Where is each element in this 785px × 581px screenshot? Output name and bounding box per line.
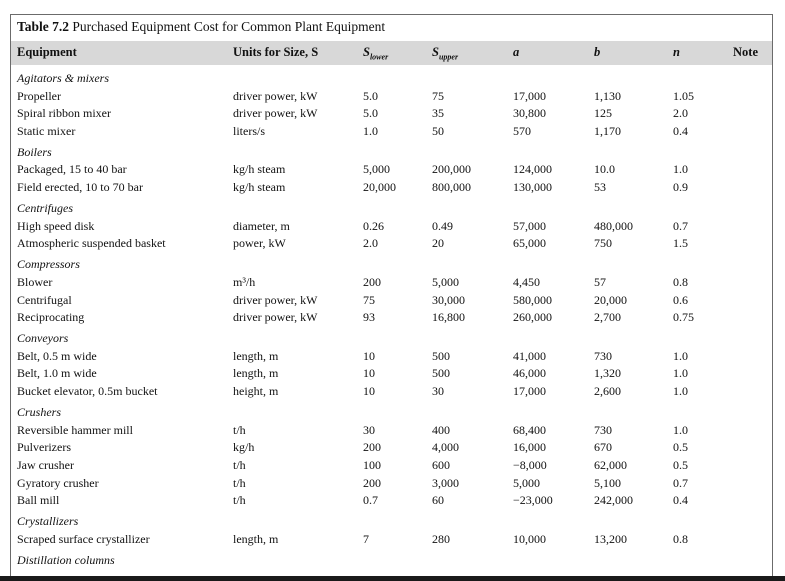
cell-s-upper: 35 <box>432 106 444 121</box>
cell-n: 1.0 <box>673 366 688 381</box>
cell-units: driver power, kW <box>233 88 318 103</box>
cell-units: power, kW <box>233 236 286 251</box>
cell-n: 1.0 <box>673 348 688 363</box>
cell-a: 16,000 <box>513 440 546 455</box>
header-n: n <box>673 45 680 59</box>
cell-units: t/h <box>233 493 246 508</box>
header-s-lower: $S_{lower}$ <box>363 45 389 62</box>
cell-equipment: Static mixer <box>17 123 76 138</box>
bottom-edge-bar <box>0 576 785 581</box>
cell-n: 0.4 <box>673 493 688 508</box>
cell-s-upper: 75 <box>432 88 444 103</box>
cell-n: 0.7 <box>673 218 688 233</box>
cell-equipment: Blower <box>17 274 53 289</box>
cell-s-lower: 5,000 <box>363 162 390 177</box>
cell-b: 5,100 <box>594 475 621 490</box>
cell-equipment: Ball mill <box>17 493 60 508</box>
cell-s-upper: 16,800 <box>432 310 465 325</box>
cell-s-upper: 280 <box>432 531 450 546</box>
cell-s-lower: 1.0 <box>363 123 378 138</box>
cell-equipment: Reciprocating <box>17 310 85 325</box>
cell-b: 1,170 <box>594 123 621 138</box>
cell-b: 2,600 <box>594 384 621 399</box>
cell-b: 10.0 <box>594 162 615 177</box>
cell-a: 17,000 <box>513 88 546 103</box>
header-s-upper: $S_{upper}$ <box>432 45 459 62</box>
category-heading: Conveyors <box>17 331 69 346</box>
cell-b: 670 <box>594 440 612 455</box>
cell-a: 124,000 <box>513 162 552 177</box>
cell-s-upper: 400 <box>432 422 450 437</box>
cell-a: 65,000 <box>513 236 546 251</box>
cell-a: 5,000 <box>513 475 540 490</box>
cell-units: driver power, kW <box>233 106 318 121</box>
cell-equipment: High speed disk <box>17 218 95 233</box>
cell-units: height, m <box>233 384 279 399</box>
cell-s-lower: 0.7 <box>363 493 378 508</box>
cell-s-lower: 0.26 <box>363 218 384 233</box>
cell-units: m³/h <box>233 274 256 289</box>
cell-equipment: Field erected, 10 to 70 bar <box>17 180 143 195</box>
cell-s-lower: 30 <box>363 422 375 437</box>
cell-a: 4,450 <box>513 274 540 289</box>
cell-n: 0.7 <box>673 475 688 490</box>
cell-a: 41,000 <box>513 348 546 363</box>
table-title <box>17 19 385 35</box>
cell-n: 2.0 <box>673 106 688 121</box>
cell-s-upper: 5,000 <box>432 274 459 289</box>
cell-equipment: Spiral ribbon mixer <box>17 106 111 121</box>
category-heading: Boilers <box>17 144 52 159</box>
cell-b: 2,700 <box>594 310 621 325</box>
cell-equipment: Bucket elevator, 0.5m bucket <box>17 384 158 399</box>
cell-s-upper: 500 <box>432 348 450 363</box>
cell-units: length, m <box>233 531 279 546</box>
cell-s-upper: 500 <box>432 366 450 381</box>
cell-a: −8,000 <box>513 458 547 472</box>
cell-s-lower: 5.0 <box>363 88 378 103</box>
table-frame <box>10 14 773 581</box>
cell-units: t/h <box>233 422 246 437</box>
cell-b: 62,000 <box>594 458 627 472</box>
table-header <box>11 41 772 65</box>
cell-a: 68,400 <box>513 422 546 437</box>
cell-s-upper: 0.49 <box>432 218 453 233</box>
cell-equipment: Reversible hammer mill <box>17 422 133 437</box>
cell-n: 1.5 <box>673 236 688 251</box>
cell-s-upper: 60 <box>432 493 444 508</box>
cell-equipment: Propeller <box>17 88 61 103</box>
cell-b: 730 <box>594 422 612 437</box>
category-heading: Crystallizers <box>17 514 79 529</box>
cell-units: driver power, kW <box>233 310 318 325</box>
cell-b: 1,320 <box>594 366 621 381</box>
cell-s-lower: 200 <box>363 475 381 490</box>
cell-equipment: Gyratory crusher <box>17 475 99 490</box>
category-heading: Centrifuges <box>17 201 73 216</box>
cell-equipment: Belt, 1.0 m wide <box>17 366 97 381</box>
cell-s-lower: 200 <box>363 440 381 455</box>
header-units: Units for Size, S <box>233 45 319 59</box>
category-heading: Crushers <box>17 405 62 420</box>
header-note: Note <box>733 45 758 59</box>
cell-n: 1.0 <box>673 162 688 177</box>
cell-units: liters/s <box>233 123 265 138</box>
category-heading: Compressors <box>17 257 80 272</box>
cell-n: 0.8 <box>673 274 688 289</box>
cell-s-lower: 10 <box>363 384 375 399</box>
cell-units: diameter, m <box>233 218 290 233</box>
cell-b: 13,200 <box>594 531 627 546</box>
cell-s-lower: 93 <box>363 310 375 325</box>
cell-s-upper: 30 <box>432 384 444 399</box>
cell-equipment: Packaged, 15 to 40 bar <box>17 162 127 177</box>
cell-units: t/h <box>233 458 246 472</box>
cell-n: 0.75 <box>673 310 694 325</box>
cell-b: 242,000 <box>594 493 633 508</box>
cell-a: 30,800 <box>513 106 546 121</box>
cell-s-upper: 200,000 <box>432 162 471 177</box>
cell-equipment: Jaw crusher <box>17 458 74 472</box>
cell-a: 130,000 <box>513 180 552 195</box>
cell-s-lower: 100 <box>363 458 381 472</box>
cell-s-lower: 20,000 <box>363 180 396 195</box>
cell-s-upper: 20 <box>432 236 444 251</box>
cell-n: 0.4 <box>673 123 688 138</box>
cell-equipment: Belt, 0.5 m wide <box>17 348 97 363</box>
cell-equipment: Scraped surface crystallizer <box>17 531 150 546</box>
cell-s-upper: 800,000 <box>432 180 471 195</box>
cell-a: 57,000 <box>513 218 546 233</box>
cell-units: kg/h steam <box>233 180 286 195</box>
header-b: b <box>594 45 601 59</box>
cell-s-lower: 10 <box>363 348 375 363</box>
cell-s-lower: 10 <box>363 366 375 381</box>
cell-n: 0.5 <box>673 440 688 455</box>
cell-n: 1.0 <box>673 384 688 399</box>
cell-a: 260,000 <box>513 310 552 325</box>
header-equipment: Equipment <box>17 45 77 59</box>
cell-n: 0.9 <box>673 180 688 195</box>
cell-s-lower: 75 <box>363 292 375 307</box>
table-caption: Purchased Equipment Cost for Common Plant Equipment <box>72 19 386 34</box>
cell-s-upper: 50 <box>432 123 444 138</box>
cell-units: length, m <box>233 366 279 381</box>
cell-s-lower: 7 <box>363 531 369 546</box>
cell-s-upper: 30,000 <box>432 292 465 307</box>
cell-b: 750 <box>594 236 612 251</box>
cell-s-upper: 3,000 <box>432 475 459 490</box>
cell-units: driver power, kW <box>233 292 318 307</box>
cell-b: 125 <box>594 106 612 121</box>
cell-n: 0.6 <box>673 292 688 307</box>
cell-units: t/h <box>233 475 246 490</box>
cell-a: 17,000 <box>513 384 546 399</box>
cell-equipment: Centrifugal <box>17 292 72 307</box>
cell-s-lower: 200 <box>363 274 381 289</box>
cell-b: 480,000 <box>594 218 633 233</box>
cell-b: 20,000 <box>594 292 627 307</box>
table-number: Table 7.2 <box>17 19 70 34</box>
cell-a: −23,000 <box>513 493 553 508</box>
cell-s-lower: 2.0 <box>363 236 378 251</box>
cell-b: 53 <box>594 180 606 195</box>
cell-b: 730 <box>594 348 612 363</box>
cell-units: kg/h steam <box>233 162 286 177</box>
cell-a: 570 <box>513 123 531 138</box>
cell-a: 580,000 <box>513 292 552 307</box>
cell-n: 0.5 <box>673 458 688 472</box>
cell-s-lower: 5.0 <box>363 106 378 121</box>
cell-units: kg/h <box>233 440 255 455</box>
cell-n: 0.8 <box>673 531 688 546</box>
cell-b: 1,130 <box>594 88 621 103</box>
cell-s-upper: 600 <box>432 458 450 472</box>
cell-equipment: Atmospheric suspended basket <box>17 236 166 251</box>
header-a: a <box>513 45 520 59</box>
cell-a: 46,000 <box>513 366 546 381</box>
cell-s-upper: 4,000 <box>432 440 459 455</box>
category-heading: Distillation columns <box>17 552 115 567</box>
cell-units: length, m <box>233 348 279 363</box>
cell-a: 10,000 <box>513 531 546 546</box>
cell-n: 1.0 <box>673 422 688 437</box>
cell-equipment: Pulverizers <box>17 440 71 455</box>
cell-b: 57 <box>594 274 606 289</box>
cell-n: 1.05 <box>673 88 694 103</box>
category-heading: Agitators & mixers <box>17 71 109 85</box>
